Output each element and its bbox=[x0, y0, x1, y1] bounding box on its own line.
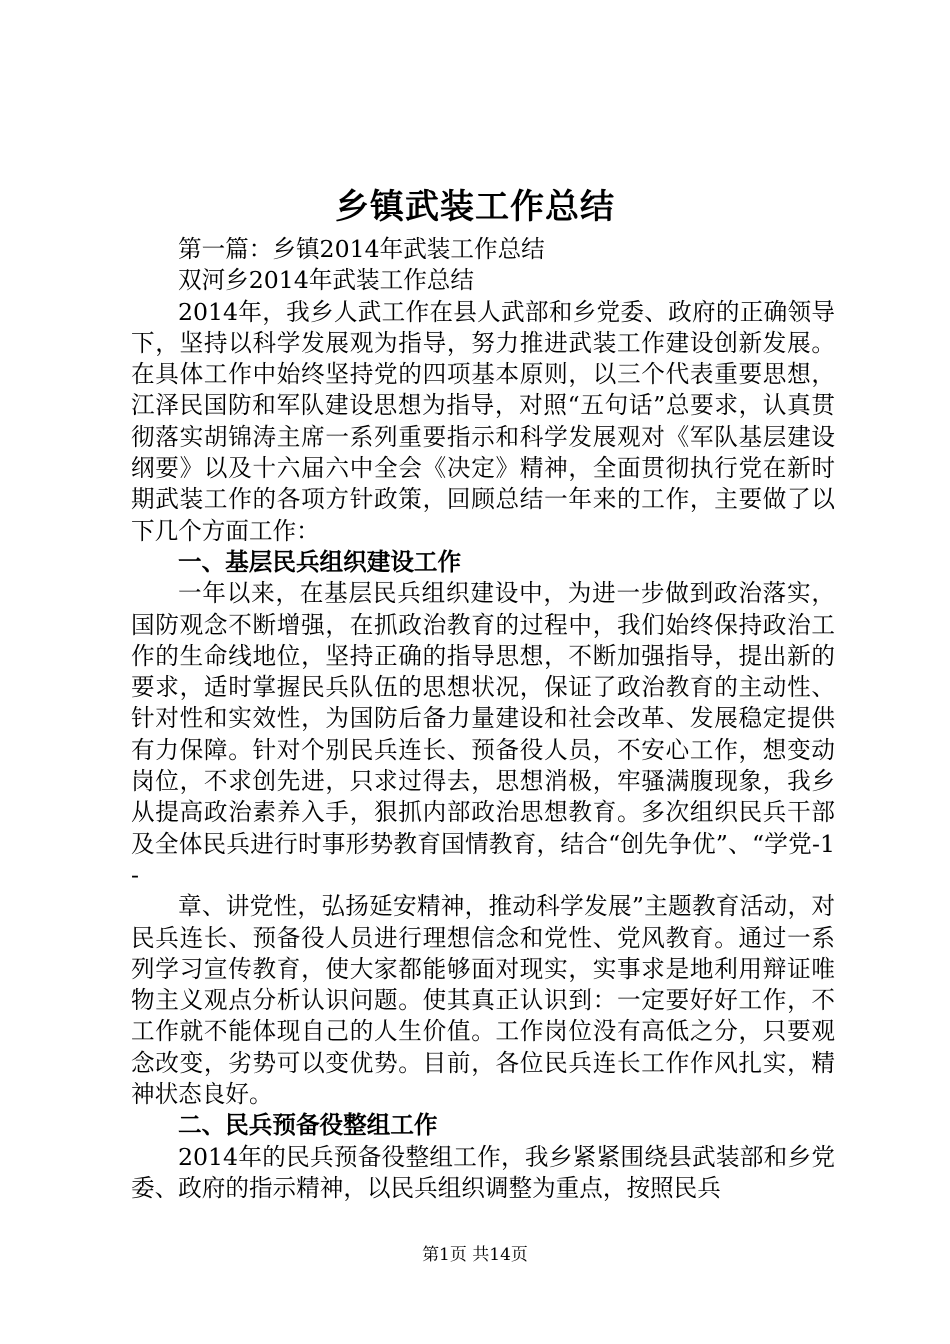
paragraph-subtitle-2: 双河乡2014年武装工作总结 bbox=[178, 266, 474, 295]
paragraph-subtitle-1: 第一篇：乡镇2014年武装工作总结 bbox=[178, 235, 545, 263]
section-heading-1: 一、基层民兵组织建设工作 bbox=[178, 547, 462, 576]
section-heading-2: 二、民兵预备役整组工作 bbox=[178, 1111, 438, 1140]
paragraph-section-1a: 一年以来，在基层民兵组织建设中，为进一步做到政治落实，国防观念不断增强，在抓政治教育的过程中，我们始终保持政治工作的生命线地位，坚持正确的指导思想，不断加强指导，提出新的要求，适时掌握民兵队伍的思想状况，保证了政治教育的主动性、针对性和实效性，为国防后备力量建设和社会改革、发展稳定提供有力保障。针对个别民兵连长、预备役人员，不安心工作，想变动岗位，不求创先进，只求过得去，思想消极，牢骚满腹现象，我乡从提高政治素养入手，狠抓内部政治思想教育。多次组织民兵干部及全体民兵进行时事形势教育国情教育，结合“创先争优”、“学党-1- bbox=[131, 579, 835, 889]
page-title: 乡镇武装工作总结 bbox=[335, 187, 615, 227]
page-footer: 第1页 共14页 bbox=[422, 1245, 528, 1265]
paragraph-section-2: 2014年的民兵预备役整组工作，我乡紧紧围绕县武装部和乡党委、政府的指示精神，以民兵组织调整为重点，按照民兵 bbox=[131, 1142, 835, 1202]
paragraph-section-1b: 章、讲党性，弘扬延安精神，推动科学发展”主题教育活动，对民兵连长、预备役人员进行理想信念和党性、党风教育。通过一系列学习宣传教育，使大家都能够面对现实，实事求是地利用辩证唯物主义观点分析认识问题。使其真正认识到：一定要好好工作，不工作就不能体现自己的人生价值。工作岗位没有高低之分，只要观念改变，劣势可以变优势。目前，各位民兵连长工作作风扎实，精神状态良好。 bbox=[131, 892, 835, 1109]
paragraph-intro: 2014年，我乡人武工作在县人武部和乡党委、政府的正确领导下，坚持以科学发展观为指导，努力推进武装工作建设创新发展。在具体工作中始终坚持党的四项基本原则，以三个代表重要思想，江泽民国防和军队建设思想为指导，对照“五句话”总要求，认真贯彻落实胡锦涛主席一系列重要指示和科学发展观对《军队基层建设纲要》以及十六届六中全会《决定》精神，全面贯彻执行党在新时期武装工作的各项方针政策，回顾总结一年来的工作，主要做了以下几个方面工作： bbox=[131, 297, 835, 545]
document-body bbox=[131, 234, 835, 1204]
